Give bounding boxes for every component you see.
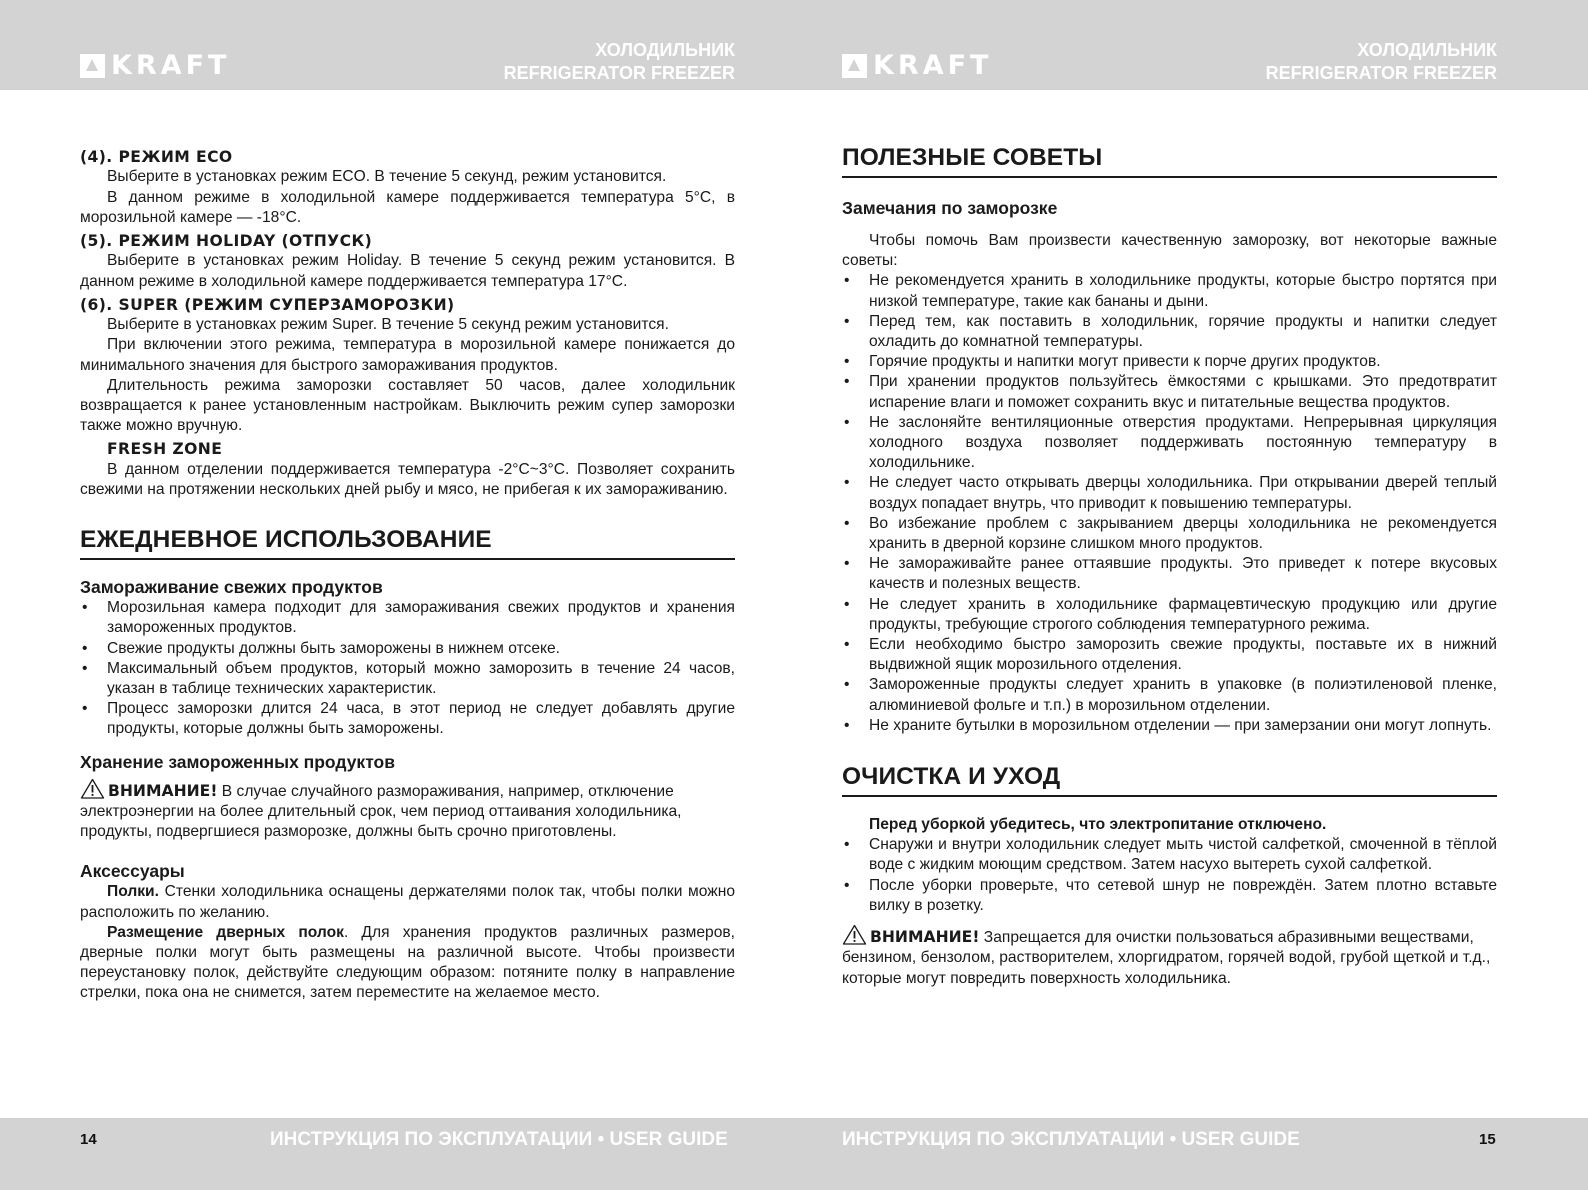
cleaning-care-title: ОЧИСТКА И УХОД xyxy=(842,762,1497,797)
bullet-icon: • xyxy=(82,639,88,657)
brand-mark-icon xyxy=(842,54,867,78)
header-title-line1: ХОЛОДИЛЬНИК xyxy=(595,40,735,60)
shelves-text: Полки. Стенки холодильника оснащены держателями полок так, чтобы полки можно расположить по желанию. xyxy=(80,883,735,921)
brand-name: KRAFT xyxy=(873,50,993,81)
bullet-icon: • xyxy=(844,716,850,734)
tips-list xyxy=(842,271,1497,736)
storage-subheading: Хранение замороженных продуктов xyxy=(80,751,395,772)
daily-use-title: ЕЖЕДНЕВНОЕ ИСПОЛЬЗОВАНИЕ xyxy=(80,525,735,560)
list-item: • Во избежание проблем с закрыванием дверцы холодильника не рекомендуется хранить в дверной корзине слишком много продуктов. xyxy=(844,514,1497,553)
care-warning: ВНИМАНИЕ! Запрещается для очистки пользоваться абразивными веществами, бензином, бензолом, растворителем, хлоргидратом, горячей водой, грубой щеткой и т.д., которые могут повредить поверхность холодильника. xyxy=(842,924,1497,989)
fresh-zone-text: В данном отделении поддерживается температура -2°С~3°С. Позволяет сохранить свежими на протяжении нескольких дней рыбу и мясо, не прибегая к их замораживанию. xyxy=(80,460,735,499)
header-title-right xyxy=(1167,39,1497,85)
page-number-right: 15 xyxy=(1479,1131,1496,1148)
holiday-text: Выберите в установках режим Holiday. В течение 5 секунд режим установится. В данном режиме в холодильной камере поддерживается температура 17°С. xyxy=(80,252,735,290)
super-text-2: При включении этого режима, температура в морозильной камере понижается до минимального значения для быстрого замораживания продуктов. xyxy=(80,336,735,374)
footer-guide-right: ИНСТРУКЦИЯ ПО ЭКСПЛУАТАЦИИ • USER GUIDE xyxy=(842,1129,1300,1150)
list-item: • После уборки проверьте, что сетевой шнур не повреждён. Затем плотно вставьте вилку в розетку. xyxy=(844,876,1497,914)
brand-logo-left xyxy=(80,50,231,81)
list-item: • Не следует хранить в холодильнике фармацевтическую продукцию или другие продукты, требующие строгого соблюдения температурного режима. xyxy=(844,595,1497,633)
list-item: • Не следует часто открывать дверцы холодильника. При открывании дверей теплый воздух попадает внутрь, что приводит к повышению температуры. xyxy=(844,474,1497,512)
bullet-icon: • xyxy=(844,636,850,654)
list-item: • Перед тем, как поставить в холодильник, горячие продукты и напитки следует охладить до комнатной температуры. xyxy=(844,312,1497,351)
bullet-icon: • xyxy=(82,659,88,677)
header-title-line2: REFRIGERATOR FREEZER xyxy=(1265,63,1497,83)
brand-logo-right xyxy=(842,50,993,81)
list-item: • Не храните бутылки в морозильном отделении — при замерзании они могут лопнуть. xyxy=(842,716,1497,736)
accessories-subheading: Аксессуары xyxy=(80,861,185,882)
list-item: • Замороженные продукты следует хранить в упаковке (в полиэтиленовой пленке, алюминиевой фольге и т.п.) в морозильном отделении. xyxy=(844,676,1497,714)
bullet-icon: • xyxy=(844,836,850,854)
list-item: • Не рекомендуется хранить в холодильнике продукты, которые быстро портятся при низкой температуре, такие как бананы и дыни. xyxy=(844,272,1497,310)
bullet-icon: • xyxy=(82,700,88,718)
door-shelves-text: Размещение дверных полок. Для хранения продуктов различных размеров, дверные полки могут быть размещены на различной высоте. Чтобы произвести переустановку полок, действуйте следующим образом: потяните полку в направление стрелки, пока она не снимется, затем переместите на желаемое место. xyxy=(80,923,735,1002)
bullet-icon: • xyxy=(844,353,850,371)
left-page-content xyxy=(80,147,735,1004)
page-number-left: 14 xyxy=(80,1131,97,1148)
useful-tips-title: ПОЛЕЗНЫЕ СОВЕТЫ xyxy=(842,143,1497,178)
list-item: • Процесс заморозки длится 24 часа, в этот период не следует добавлять другие продукты, которые должны быть заморожены. xyxy=(82,700,735,738)
bullet-icon: • xyxy=(844,413,850,431)
power-off-note: Перед уборкой убедитесь, что электропитание отключено. xyxy=(869,816,1327,834)
list-item: • Не заслоняйте вентиляционные отверстия продуктами. Непрерывная циркуляция холодного воздуха позволяет поддерживать постоянную температуру в холодильнике. xyxy=(844,413,1497,472)
super-text-1: Выберите в установках режим Super. В течение 5 секунд режим установится. xyxy=(107,316,669,334)
fresh-zone-heading: FRESH ZONE xyxy=(107,440,223,459)
eco-heading: (4). РЕЖИМ ECO xyxy=(80,148,233,166)
list-item: • Свежие продукты должны быть заморожены в нижнем отсеке. xyxy=(80,639,735,659)
list-item: • Если необходимо быстро заморозить свежие продукты, поставьте их в нижний выдвижной ящик морозильного отделения. xyxy=(844,636,1497,674)
warning-icon xyxy=(80,778,105,799)
footer-guide-left: ИНСТРУКЦИЯ ПО ЭКСПЛУАТАЦИИ • USER GUIDE xyxy=(270,1129,728,1150)
bullet-icon: • xyxy=(844,373,850,391)
bullet-icon: • xyxy=(844,676,850,694)
holiday-heading: (5). РЕЖИМ HOLIDAY (ОТПУСК) xyxy=(80,232,373,251)
bullet-icon: • xyxy=(844,555,850,573)
right-page-content xyxy=(842,143,1497,989)
bullet-icon: • xyxy=(844,312,850,330)
super-text-3: Длительность режима заморозки составляет 50 часов, далее холодильник возвращается к ранее установленным настройкам. Выключить режим супер заморозки также можно вручную. xyxy=(80,376,735,435)
bullet-icon: • xyxy=(82,599,88,617)
warning-icon xyxy=(842,924,867,945)
list-item: • Максимальный объем продуктов, который можно заморозить в течение 24 часов, указан в таблице технических характеристик. xyxy=(82,659,735,698)
storage-warning: ВНИМАНИЕ! В случае случайного размораживания, например, отключение электроэнергии на более длительный срок, чем период оттаивания холодильника, продукты, подвергшиеся разморозке, должны быть срочно приготовлены. xyxy=(80,778,735,843)
care-list xyxy=(842,835,1497,916)
super-heading: (6). SUPER (РЕЖИМ СУПЕРЗАМОРОЗКИ) xyxy=(80,295,455,314)
brand-mark-icon xyxy=(80,54,105,78)
bullet-icon: • xyxy=(844,595,850,613)
tips-intro: Чтобы помочь Вам произвести качественную заморозку, вот некоторые важные советы: xyxy=(842,232,1497,270)
eco-text-2: В данном режиме в холодильной камере поддерживается температура 5°С, в морозильной камере — -18°С. xyxy=(80,188,735,226)
bullet-icon: • xyxy=(844,474,850,492)
brand-name: KRAFT xyxy=(111,50,231,81)
list-item: • Морозильная камера подходит для замораживания свежих продуктов и хранения замороженных продуктов. xyxy=(82,599,735,637)
header-title-line1: ХОЛОДИЛЬНИК xyxy=(1357,40,1497,60)
list-item: • При хранении продуктов пользуйтесь ёмкостями с крышками. Это предотвратит испарение влаги и поможет сохранить вкус и питательные вещества продуктов. xyxy=(844,373,1497,411)
bullet-icon: • xyxy=(844,876,850,894)
bullet-icon: • xyxy=(844,272,850,290)
bullet-icon: • xyxy=(844,514,850,532)
list-item: • Не замораживайте ранее оттаявшие продукты. Это приведет к потере вкусовых качеств и полезных веществ. xyxy=(844,555,1497,593)
footer-band xyxy=(0,1118,1588,1190)
freezing-notes-subheading: Замечания по заморозке xyxy=(842,198,1058,218)
header-title-left xyxy=(405,39,735,85)
header-title-line2: REFRIGERATOR FREEZER xyxy=(503,63,735,83)
freezing-list xyxy=(80,598,735,739)
eco-text-1: Выберите в установках режим ECO. В течение 5 секунд, режим установится. xyxy=(107,168,667,186)
list-item: • Снаружи и внутри холодильник следует мыть чистой салфеткой, смоченной в тёплой воде с жидким моющим средством. Затем насухо вытереть сухой салфеткой. xyxy=(844,836,1497,874)
list-item: • Горячие продукты и напитки могут привести к порче других продуктов. xyxy=(842,352,1497,372)
freezing-subheading: Замораживание свежих продуктов xyxy=(80,577,383,598)
